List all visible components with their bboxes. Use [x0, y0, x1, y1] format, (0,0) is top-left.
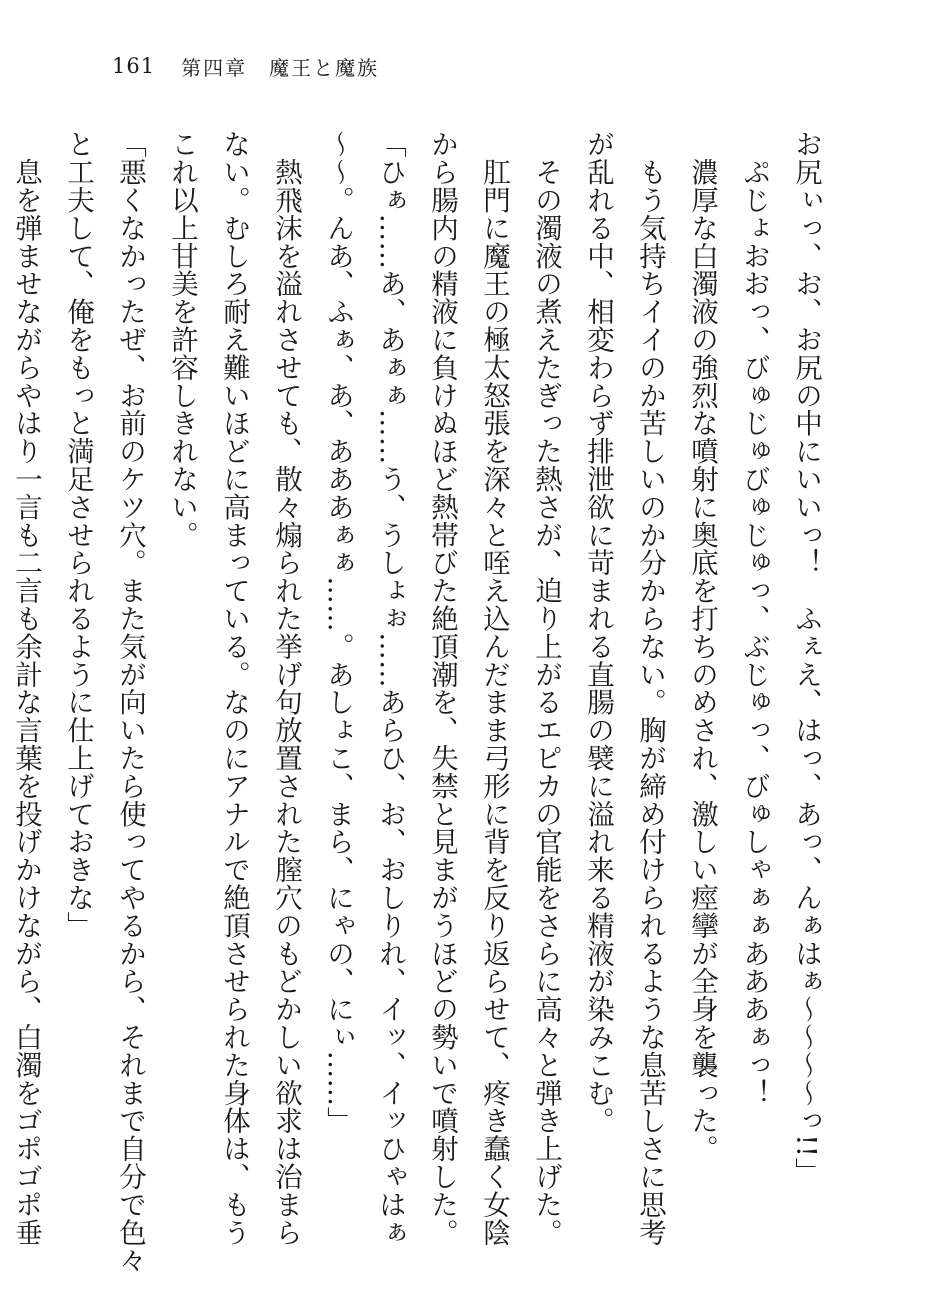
chapter-title: 第四章 魔王と魔族: [181, 55, 380, 80]
body-text: [10, 130, 832, 1274]
text-line: 肛門に魔王の極太怒張を深々と咥え込んだまま弓形に背を反り返らせて、疼き蠢く女陰: [478, 130, 510, 1246]
text-line: 「ひぁ……あ、あぁぁ……う、うしょぉ……あらひ、お、おしりれ、イッ、イッひゃはぁ: [374, 130, 406, 1246]
text-line: ない。むしろ耐え難いほどに高まっている。なのにアナルで絶頂させられた身体は、もう: [218, 130, 250, 1246]
text-line: が乱れる中、相変わらず排泄欲に苛まれる直腸の襞に溢れ来る精液が染みこむ。: [582, 130, 614, 1135]
text-line: 〜〜。んあ、ふぁ、あ、あああぁぁ……。あしょこ、まら、にゃの、にぃ……」: [322, 130, 354, 1135]
text-line: その濁液の煮えたぎった熱さが、迫り上がるエピカの官能をさらに高々と弾き上げた。: [530, 130, 562, 1246]
text-line: もう気持ちイイのか苦しいのか分からない。胸が締め付けられるような息苦しさに思考: [634, 130, 666, 1246]
text-line: と工夫して、俺をもっと満足させられるように仕上げておきな」: [62, 130, 94, 940]
text-line: お尻ぃっ、お、お尻の中にいいっ！ ふぇえ、はっ、あっ、んぁはぁ〜〜〜〜っ!!」: [790, 130, 822, 1186]
running-header: [112, 46, 379, 86]
text-line: 濃厚な白濁液の強烈な噴射に奥底を打ちのめされ、激しい痙攣が全身を襲った。: [686, 130, 718, 1163]
text-line: 「悪くなかったぜ、お前のケツ穴。また気が向いたら使ってやるから、それまで自分で色々: [114, 130, 146, 1274]
text-line: ぷじょおおっ、びゅじゅびゅじゅっ、ぶじゅっ、びゅしゃぁぁあああぁっ！: [738, 130, 770, 1107]
page-number: 161: [112, 54, 156, 78]
text-line: 息を弾ませながらやはり一言も二言も余計な言葉を投げかけながら、白濁をゴポゴポ垂: [10, 130, 42, 1246]
text-line: 熱飛沫を溢れさせても、散々煽られた挙げ句放置された膣穴のもどかしい欲求は治まら: [270, 130, 302, 1246]
text-line: これ以上甘美を許容しきれない。: [166, 130, 198, 549]
text-line: から腸内の精液に負けぬほど熱帯びた絶頂潮を、失禁と見まがうほどの勢いで噴射した。: [426, 130, 458, 1246]
